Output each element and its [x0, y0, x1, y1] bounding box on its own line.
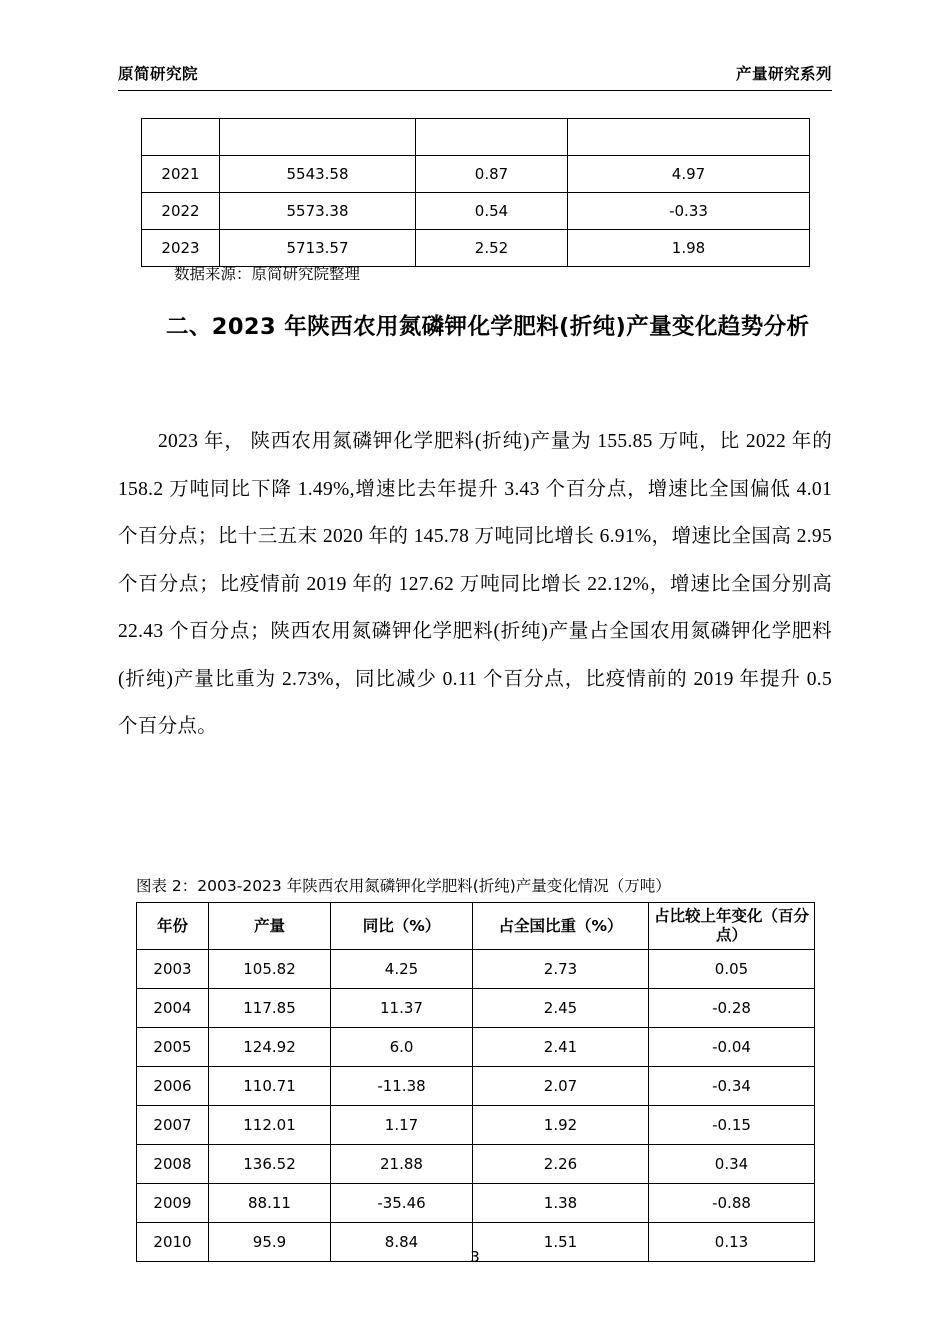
column-header-national-share: 占全国比重（%） [473, 903, 649, 950]
table-cell [220, 119, 416, 156]
table-cell: 11.37 [331, 989, 473, 1028]
table-cell: 2.73 [473, 950, 649, 989]
table-cell: 5543.58 [220, 156, 416, 193]
table-cell: 1.51 [473, 1223, 649, 1262]
table-cell: 2.26 [473, 1145, 649, 1184]
page-content [118, 0, 832, 1344]
table-cell: 0.87 [416, 156, 568, 193]
top-continued-table [141, 118, 810, 267]
table-cell: -0.88 [649, 1184, 815, 1223]
header-right-text: 产量研究系列 [735, 65, 832, 83]
table-cell: 2022 [142, 193, 220, 230]
table-cell: 2003 [137, 950, 209, 989]
table-cell: 1.92 [473, 1106, 649, 1145]
table-cell: 2.45 [473, 989, 649, 1028]
page-number: 3 [470, 1248, 480, 1266]
table-cell: 1.17 [331, 1106, 473, 1145]
table-row [137, 950, 815, 989]
column-header-share-change: 占比较上年变化（百分点） [649, 903, 815, 950]
table-cell: -0.33 [568, 193, 810, 230]
table-cell: 2010 [137, 1223, 209, 1262]
table-cell: 6.0 [331, 1028, 473, 1067]
table-cell: 88.11 [209, 1184, 331, 1223]
table-cell: 5573.38 [220, 193, 416, 230]
header-left-text: 原简研究院 [118, 65, 199, 83]
table-cell: 2.07 [473, 1067, 649, 1106]
table-cell: 21.88 [331, 1145, 473, 1184]
body-paragraph: 2023 年， 陕西农用氮磷钾化学肥料(折纯)产量为 155.85 万吨，比 2022 年的 158.2 万吨同比下降 1.49%,增速比去年提升 3.43 个百分点，增速比全国偏低 4.01 个百分点；比十三五末 2020 年的 145.78 万吨同比增长 6.91%，增速比全国高 2.95 个百分点；比疫情前 2019 年的 127.62 万吨同比增长 22.12%，增速比全国分别高 22.43 个百分点；陕西农用氮磷钾化学肥料(折纯)产量占全国农用氮磷钾化学肥料(折纯)产量比重为 2.73%，同比减少 0.11 个百分点，比疫情前的 2019 年提升 0.5 个百分点。 [118, 431, 832, 737]
table-cell: -0.15 [649, 1106, 815, 1145]
table-row [142, 119, 810, 156]
table-cell: -35.46 [331, 1184, 473, 1223]
table-cell: 0.05 [649, 950, 815, 989]
table-cell: 2006 [137, 1067, 209, 1106]
table-cell: -0.28 [649, 989, 815, 1028]
table-cell: 4.97 [568, 156, 810, 193]
table-row [137, 1145, 815, 1184]
table-cell: -0.04 [649, 1028, 815, 1067]
table-cell [568, 119, 810, 156]
table-cell: 0.34 [649, 1145, 815, 1184]
table-cell: 110.71 [209, 1067, 331, 1106]
table-row [137, 1028, 815, 1067]
table-cell: 2008 [137, 1145, 209, 1184]
table-cell: 2004 [137, 989, 209, 1028]
table-cell: 2009 [137, 1184, 209, 1223]
figure-caption: 图表 2：2003-2023 年陕西农用氮磷钾化学肥料(折纯)产量变化情况（万吨） [136, 877, 671, 895]
table-cell: -0.34 [649, 1067, 815, 1106]
table-row [137, 1184, 815, 1223]
table-cell: 2.52 [416, 230, 568, 267]
column-header-year: 年份 [137, 903, 209, 950]
table-cell: 2023 [142, 230, 220, 267]
table-cell: 0.54 [416, 193, 568, 230]
table-cell: 95.9 [209, 1223, 331, 1262]
table-cell: -11.38 [331, 1067, 473, 1106]
table-row [137, 1106, 815, 1145]
table-cell: 2021 [142, 156, 220, 193]
table-cell: 5713.57 [220, 230, 416, 267]
table-header-row [137, 903, 815, 950]
table-row [142, 193, 810, 230]
table-cell: 112.01 [209, 1106, 331, 1145]
production-data-table [136, 902, 815, 1262]
table-cell [416, 119, 568, 156]
table-row [142, 230, 810, 267]
table-cell: 117.85 [209, 989, 331, 1028]
table-cell: 136.52 [209, 1145, 331, 1184]
table-row [137, 1067, 815, 1106]
table-cell: 2007 [137, 1106, 209, 1145]
table-row [142, 156, 810, 193]
section-heading: 二、2023 年陕西农用氮磷钾化学肥料(折纯)产量变化趋势分析 [166, 314, 810, 340]
table-cell: 1.38 [473, 1184, 649, 1223]
table-cell: 8.84 [331, 1223, 473, 1262]
table-cell: 0.13 [649, 1223, 815, 1262]
table-cell: 124.92 [209, 1028, 331, 1067]
table-cell: 4.25 [331, 950, 473, 989]
table-cell: 105.82 [209, 950, 331, 989]
table-cell [142, 119, 220, 156]
header-divider [118, 90, 832, 91]
table-row [137, 989, 815, 1028]
page-header [118, 62, 832, 84]
table-cell: 2.41 [473, 1028, 649, 1067]
column-header-output: 产量 [209, 903, 331, 950]
table-cell: 1.98 [568, 230, 810, 267]
table-cell: 2005 [137, 1028, 209, 1067]
column-header-yoy: 同比（%） [331, 903, 473, 950]
source-note: 数据来源：原简研究院整理 [174, 265, 361, 283]
